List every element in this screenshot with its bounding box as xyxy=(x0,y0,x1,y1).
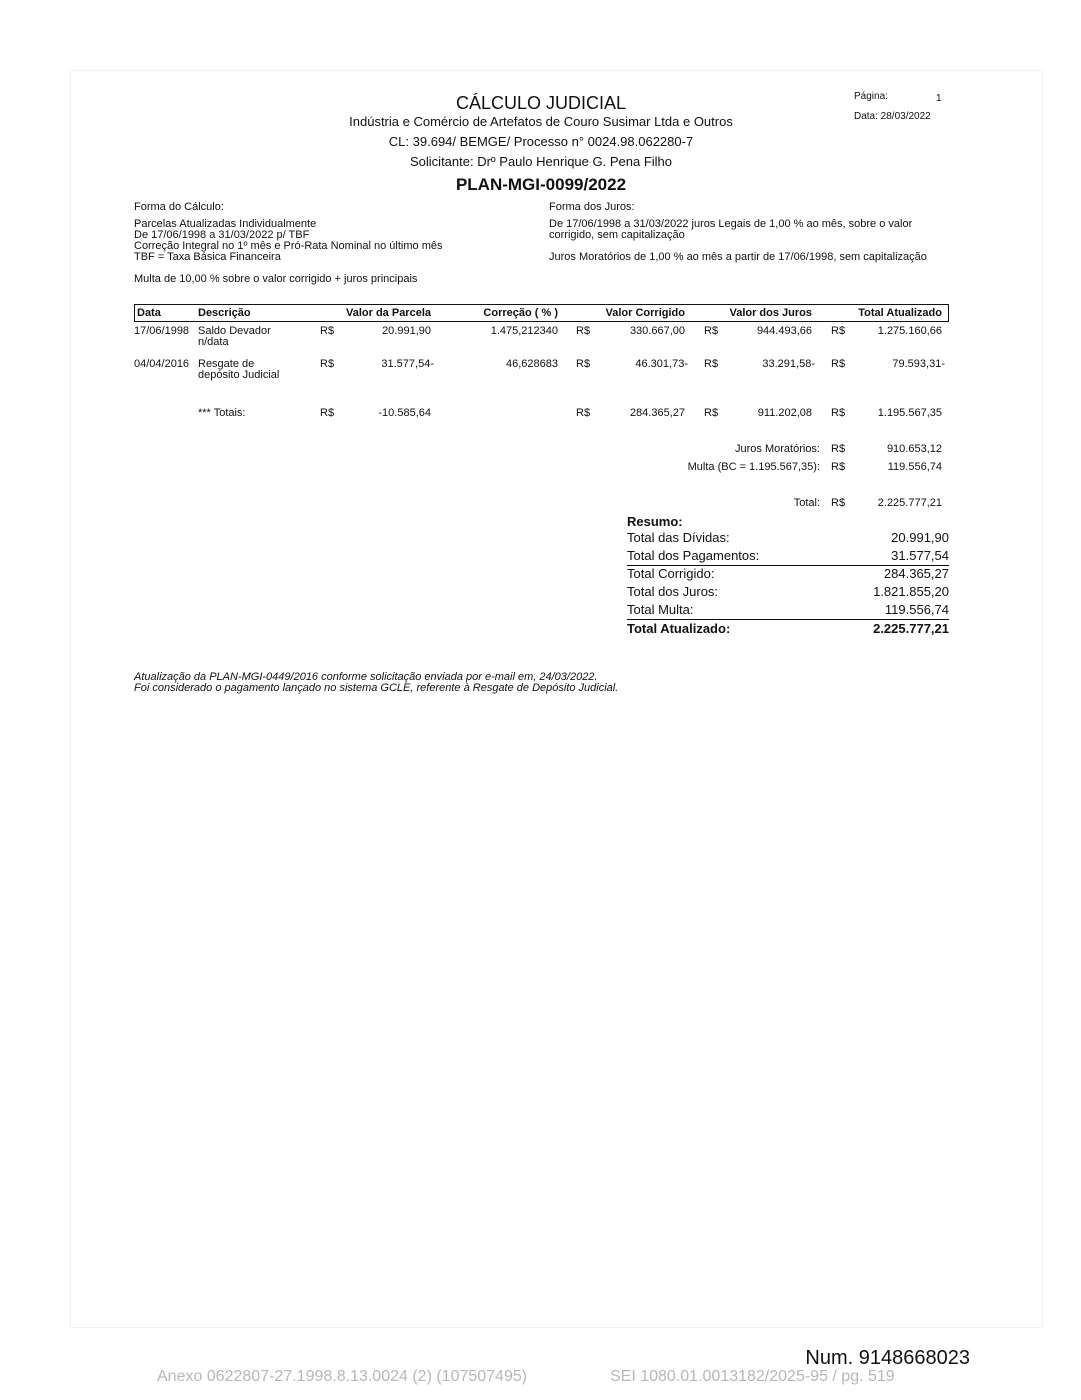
col-header-corrected: Valor Corrigido xyxy=(605,307,685,319)
summary-divider xyxy=(627,619,949,620)
col-header-date: Data xyxy=(137,307,161,319)
document-date: Data: 28/03/2022 xyxy=(854,111,931,122)
summary-value: 20.991,90 xyxy=(891,530,949,545)
col-header-total: Total Atualizado xyxy=(858,307,942,319)
col-header-correction: Correção ( % ) xyxy=(483,307,558,319)
penalty-value: 119.556,74 xyxy=(887,461,942,473)
col-header-description: Descrição xyxy=(198,307,251,319)
annex-reference: Anexo 0622807-27.1998.8.13.0024 (2) (107507495) xyxy=(157,1368,528,1385)
summary-value: 31.577,54 xyxy=(891,548,949,563)
currency-symbol: R$ xyxy=(704,407,719,419)
moratory-interest-value: 910.653,12 xyxy=(886,443,942,455)
totals-label: *** Totais: xyxy=(198,407,246,419)
summary-label: Total Multa: xyxy=(627,602,694,617)
plan-code: PLAN-MGI-0099/2022 xyxy=(455,175,627,194)
sei-reference: SEI 1080.01.0013182/2025-95 / pg. 519 xyxy=(610,1368,895,1385)
summary-title: Resumo: xyxy=(627,514,683,529)
currency-symbol: R$ xyxy=(831,358,846,370)
currency-symbol: R$ xyxy=(831,461,846,473)
currency-symbol: R$ xyxy=(704,358,719,370)
calc-form-line: De 17/06/1998 a 31/03/2022 p/ TBF xyxy=(134,229,310,241)
calc-form-label: Forma do Cálculo: xyxy=(134,201,224,213)
page-number: 1 xyxy=(936,93,942,104)
row-corrected: 46.301,73- xyxy=(635,358,688,370)
currency-symbol: R$ xyxy=(831,497,846,509)
calc-form-lines xyxy=(134,219,534,263)
row-interest: 944.493,66 xyxy=(756,325,812,337)
page-label: Página: xyxy=(854,91,888,102)
currency-symbol: R$ xyxy=(320,407,335,419)
summary-value: 2.225.777,21 xyxy=(873,621,949,636)
currency-symbol: R$ xyxy=(576,325,591,337)
row-correction: 1.475,212340 xyxy=(490,325,558,337)
currency-symbol: R$ xyxy=(831,325,846,337)
grand-total-value: 2.225.777,21 xyxy=(877,497,942,509)
currency-symbol: R$ xyxy=(576,407,591,419)
currency-symbol: R$ xyxy=(831,443,846,455)
summary-label: Total dos Juros: xyxy=(627,584,719,599)
row-corrected: 330.667,00 xyxy=(629,325,685,337)
note-line: Atualização da PLAN-MGI-0449/2016 conforme solicitação enviada por e-mail em, 24/03/2022. xyxy=(134,671,598,683)
moratory-interest-description: Juros Moratórios de 1,00 % ao mês a partir de 17/06/1998, sem capitalização xyxy=(549,251,927,263)
row-total: 79.593,31- xyxy=(892,358,945,370)
company-name: Indústria e Comércio de Artefatos de Couro Susimar Ltda e Outros xyxy=(349,114,733,129)
row-date: 04/04/2016 xyxy=(134,358,190,370)
interest-form-label: Forma dos Juros: xyxy=(549,201,635,213)
document-title: CÁLCULO JUDICIAL xyxy=(455,93,627,113)
requester: Solicitante: Drº Paulo Henrique G. Pena Filho xyxy=(410,154,672,169)
summary-label: Total Atualizado: xyxy=(627,621,731,636)
penalty-description: Multa de 10,00 % sobre o valor corrigido + juros principais xyxy=(134,273,418,285)
document-number: Num. 9148668023 xyxy=(805,1347,970,1369)
summary-label: Total dos Pagamentos: xyxy=(627,548,760,563)
row-total: 1.275.160,66 xyxy=(877,325,942,337)
process-number: CL: 39.694/ BEMGE/ Processo n° 0024.98.062280-7 xyxy=(388,134,694,149)
row-interest: 33.291,58- xyxy=(762,358,815,370)
note-line: Foi considerado o pagamento lançado no sistema GCLE, referente à Resgate de Depósito Judicial. xyxy=(134,682,619,694)
row-description: Resgate de depósito Judicial xyxy=(198,358,280,381)
row-date: 17/06/1998 xyxy=(134,325,190,337)
currency-symbol: R$ xyxy=(320,325,335,337)
totals-corrected: 284.365,27 xyxy=(629,407,685,419)
col-header-installment: Valor da Parcela xyxy=(346,307,431,319)
row-installment: 31.577,54- xyxy=(381,358,434,370)
currency-symbol: R$ xyxy=(704,325,719,337)
summary-label: Total das Dívidas: xyxy=(627,530,730,545)
col-header-interest: Valor dos Juros xyxy=(729,307,812,319)
row-correction: 46,628683 xyxy=(506,358,558,370)
calc-form-line: Correção Integral no 1º mês e Pró-Rata Nominal no último mês xyxy=(134,240,443,252)
notes xyxy=(134,672,834,694)
totals-installment: -10.585,64 xyxy=(378,407,431,419)
summary-value: 119.556,74 xyxy=(884,602,949,617)
grand-total-label: Total: xyxy=(793,497,820,509)
legal-interest-description: De 17/06/1998 a 31/03/2022 juros Legais de 1,00 % ao mês, sobre o valor corrigido, sem capitalização xyxy=(549,218,913,241)
summary-value: 284.365,27 xyxy=(883,566,949,581)
moratory-interest-label: Juros Moratórios: xyxy=(735,443,820,455)
totals-total: 1.195.567,35 xyxy=(877,407,942,419)
currency-symbol: R$ xyxy=(320,358,335,370)
currency-symbol: R$ xyxy=(831,407,846,419)
row-description: Saldo Devador n/data xyxy=(198,325,271,348)
currency-symbol: R$ xyxy=(576,358,591,370)
totals-interest: 911.202,08 xyxy=(757,407,812,419)
summary-value: 1.821.855,20 xyxy=(873,584,949,599)
row-installment: 20.991,90 xyxy=(382,325,431,337)
calc-form-line: TBF = Taxa Básica Financeira xyxy=(134,251,281,263)
penalty-label: Multa (BC = 1.195.567,35): xyxy=(687,461,820,473)
calc-form-line: Parcelas Atualizadas Individualmente xyxy=(134,218,317,230)
summary-label: Total Corrigido: xyxy=(627,566,715,581)
